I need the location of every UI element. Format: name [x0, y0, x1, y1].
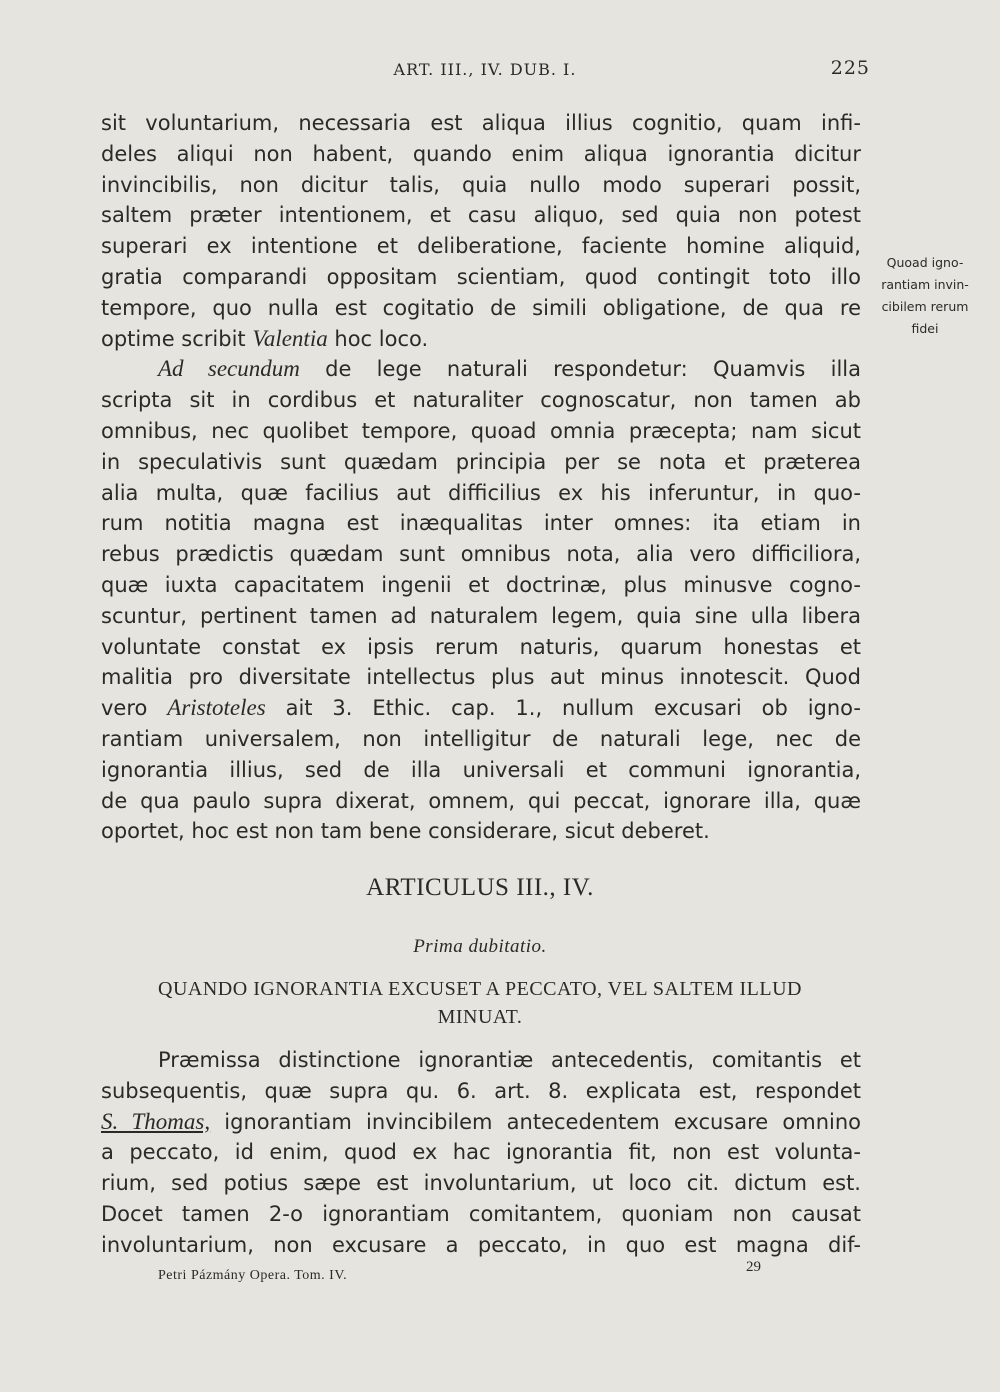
text-run: vero [101, 696, 168, 721]
text-line [101, 324, 861, 355]
text-run: ignorantiam invincibilem antecedentem excusare omnino [210, 1109, 861, 1134]
text-line: a peccato, id enim, quod ex hac ignorantia fit, non est volunta- [101, 1140, 861, 1165]
question-heading-line: QUANDO IGNORANTIA EXCUSET A PECCATO, VEL SALTEM ILLUD [158, 978, 802, 1000]
text-line: saltem præter intentionem, et casu aliquo, sed quia non potest [101, 203, 861, 228]
text-line: invincibilis, non dicitur talis, quia nullo modo superari possit, [101, 172, 861, 197]
text-line: Præmissa distinctione ignorantiæ antecedentis, comitantis et [158, 1048, 861, 1072]
margin-note-line: fidei [911, 321, 939, 336]
author-name: S. Thomas, [101, 1108, 211, 1134]
text-line: voluntate constat ex ipsis rerum naturis, quarum honestas et [101, 634, 861, 659]
text-line: oportet, hoc est non tam bene considerare, sicut deberet. [101, 819, 710, 844]
text-line: in speculativis sunt quædam principia per se nota et præterea [101, 449, 861, 474]
author-name: Aristoteles [167, 695, 266, 721]
margin-note-line: cibilem rerum [881, 299, 969, 314]
text-line: quæ iuxta capacitatem ingenii et doctrinæ, plus minusve cogno- [101, 572, 861, 597]
text-line: Docet tamen 2-o ignorantiam comitantem, quoniam non causat [101, 1201, 861, 1226]
text-line: scripta sit in cordibus et naturaliter cognoscatur, non tamen ab [101, 388, 861, 413]
text-run: ait 3. Ethic. cap. 1., nullum excusari ob igno- [265, 696, 861, 721]
text-line: ignorantia illius, sed de illa universali et communi ignorantia, [101, 757, 861, 782]
text-line [101, 1107, 861, 1138]
page-number: 225 [830, 57, 870, 79]
text-line: omnibus, nec quolibet tempore, quoad omnia præcepta; nam sicut [101, 418, 861, 443]
text-line: deles aliqui non habent, quando enim aliqua ignorantia dicitur [101, 141, 861, 166]
text-line: gratia comparandi oppositam scientiam, quod contingit toto illo [101, 264, 861, 289]
running-head-title: ART. III., IV. DUB. I. [393, 60, 577, 79]
text-line: alia multa, quæ facilius aut difficilius ex his inferuntur, in quo- [101, 480, 861, 505]
question-heading [100, 975, 860, 1031]
text-line: involuntarium, non excusare a peccato, in quo est magna dif- [101, 1232, 861, 1257]
margin-note-line: rantiam invin- [881, 277, 969, 292]
text-line: rum notitia magna est inæqualitas inter omnes: ita etiam in [101, 511, 861, 536]
margin-note [872, 252, 978, 340]
text-line: superari ex intentione et deliberatione, faciente homine aliquid, [101, 234, 861, 259]
text-run: optime scribit [101, 326, 253, 351]
text-line: rebus prædictis quædam sunt omnibus nota, alia vero difficiliora, [101, 542, 861, 567]
text-line: sit voluntarium, necessaria est aliqua illius cognitio, quam infi- [101, 111, 861, 135]
text-block-upper [101, 108, 861, 847]
signature-mark: 29 [746, 1259, 761, 1275]
text-line: subsequentis, quæ supra qu. 6. art. 8. explicata est, respondet [101, 1078, 861, 1103]
text-block-lower [101, 1045, 861, 1261]
footer-title: Petri Pázmány Opera. Tom. IV. [158, 1268, 348, 1283]
author-name: Valentia [252, 325, 328, 351]
question-heading-line: MINUAT. [437, 1006, 523, 1028]
text-line: tempore, quo nulla est cogitatio de simili obligatione, de qua re [101, 295, 861, 320]
dubitatio-heading: Prima dubitatio. [413, 936, 547, 957]
text-run: hoc loco. [327, 326, 429, 351]
text-run: de lege naturali respondetur: Quamvis illa [299, 357, 862, 382]
text-line [101, 354, 861, 385]
text-line: rium, sed potius sæpe est involuntarium, ut loco cit. dictum est. [101, 1171, 861, 1196]
text-line: de qua paulo supra dixerat, omnem, qui peccat, ignorare illa, quæ [101, 788, 861, 813]
margin-note-line: Quoad igno- [886, 255, 964, 270]
text-line: rantiam universalem, non intelligitur de naturali lege, nec de [101, 726, 861, 751]
text-line [101, 693, 861, 724]
section-reference: Ad secundum [158, 356, 300, 382]
text-line: malitia pro diversitate intellectus plus aut minus innotescit. Quod [101, 665, 861, 690]
article-heading: ARTICULUS III., IV. [366, 874, 594, 901]
text-line: scuntur, pertinent tamen ad naturalem legem, quia sine ulla libera [101, 603, 861, 628]
